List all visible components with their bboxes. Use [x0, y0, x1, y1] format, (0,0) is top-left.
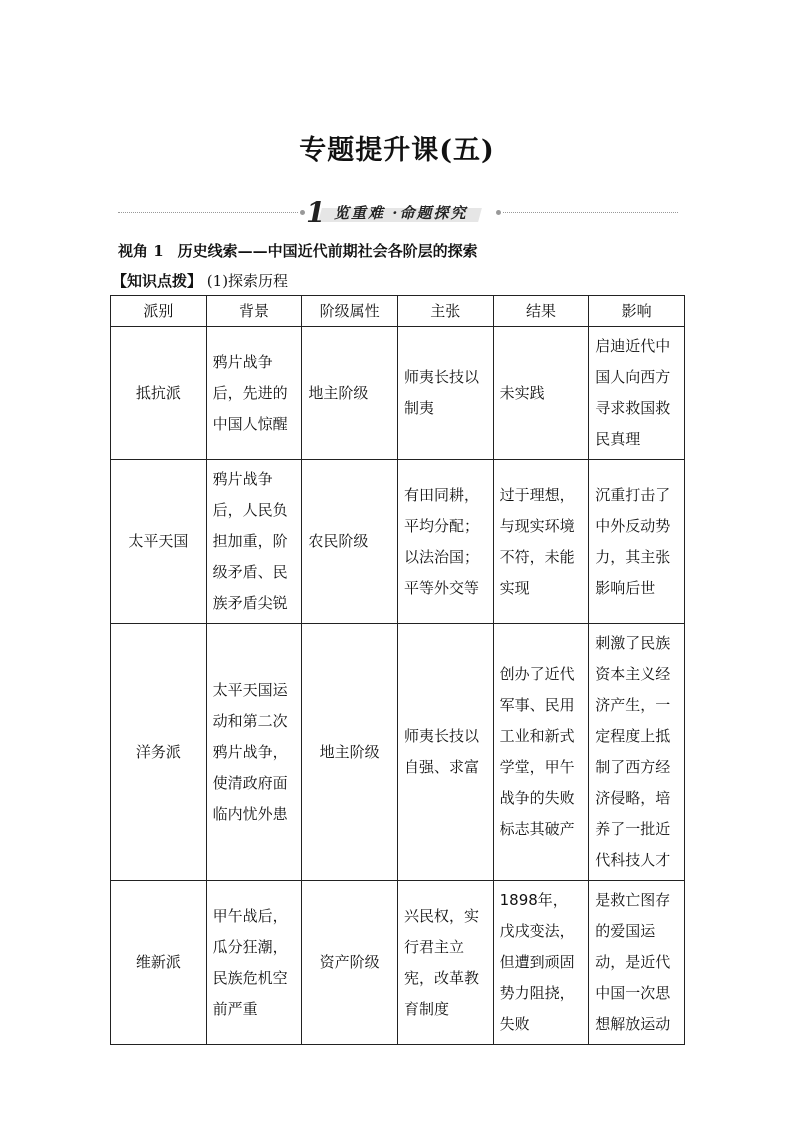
section-subheading: [118, 240, 478, 261]
cell-faction: 抵抗派: [111, 327, 207, 460]
cell-faction: 维新派: [111, 881, 207, 1045]
cell-class: 资产阶级: [302, 881, 398, 1045]
cell-proposal: 兴民权，实行君主立宪，改革教育制度: [397, 881, 493, 1045]
section-banner: [118, 196, 678, 229]
cell-faction: 太平天国: [111, 460, 207, 624]
cell-result: 过于理想，与现实环境不符，未能实现: [493, 460, 589, 624]
cell-result: 创办了近代军事、民用工业和新式学堂，甲午战争的失败标志其破产: [493, 624, 589, 881]
banner-dot-right: [496, 210, 501, 215]
table-row: [111, 624, 685, 881]
cell-proposal: 师夷长技以自强、求富: [397, 624, 493, 881]
history-table: [110, 295, 685, 1045]
cell-background: 甲午战后，瓜分狂潮，民族危机空前严重: [206, 881, 302, 1045]
knowledge-heading: [112, 270, 288, 291]
cell-influence: 启迪近代中国人向西方寻求救国救民真理: [589, 327, 685, 460]
banner-badge: [306, 196, 486, 229]
subheading-label: 视角 1: [118, 242, 164, 260]
page-title: 专题提升课(五): [299, 135, 495, 166]
banner-number: 1: [306, 196, 326, 229]
banner-dot-left: [300, 210, 305, 215]
cell-class: 农民阶级: [302, 460, 398, 624]
cell-background: 鸦片战争后，先进的中国人惊醒: [206, 327, 302, 460]
table-row: [111, 881, 685, 1045]
cell-proposal: 师夷长技以制夷: [397, 327, 493, 460]
cell-influence: 是救亡图存的爱国运动，是近代中国一次思想解放运动: [589, 881, 685, 1045]
cell-class: 地主阶级: [302, 624, 398, 881]
table-row: [111, 327, 685, 460]
cell-proposal: 有田同耕，平均分配；以法治国；平等外交等: [397, 460, 493, 624]
cell-result: 未实践: [493, 327, 589, 460]
table-row: [111, 460, 685, 624]
banner-text: 览重难 ·命题探究: [334, 204, 468, 222]
header-result: 结果: [493, 296, 589, 327]
cell-result: 1898年，戊戌变法，但遭到顽固势力阻挠，失败: [493, 881, 589, 1045]
knowledge-text: (1)探索历程: [206, 272, 289, 290]
header-influence: 影响: [589, 296, 685, 327]
cell-influence: 沉重打击了中外反动势力，其主张影响后世: [589, 460, 685, 624]
header-background: 背景: [206, 296, 302, 327]
banner-divider-right: [503, 212, 678, 213]
knowledge-tag: 【知识点拨】: [112, 272, 203, 290]
cell-influence: 刺激了民族资本主义经济产生，一定程度上抵制了西方经济侵略，培养了一批近代科技人才: [589, 624, 685, 881]
table-header-row: [111, 296, 685, 327]
cell-background: 鸦片战争后，人民负担加重，阶级矛盾、民族矛盾尖锐: [206, 460, 302, 624]
header-class: 阶级属性: [302, 296, 398, 327]
cell-background: 太平天国运动和第二次鸦片战争，使清政府面临内忧外患: [206, 624, 302, 881]
cell-faction: 洋务派: [111, 624, 207, 881]
header-proposal: 主张: [397, 296, 493, 327]
header-faction: 派别: [111, 296, 207, 327]
cell-class: 地主阶级: [302, 327, 398, 460]
banner-divider-left: [118, 212, 298, 213]
subheading-text: 历史线索——中国近代前期社会各阶层的探索: [177, 242, 478, 260]
